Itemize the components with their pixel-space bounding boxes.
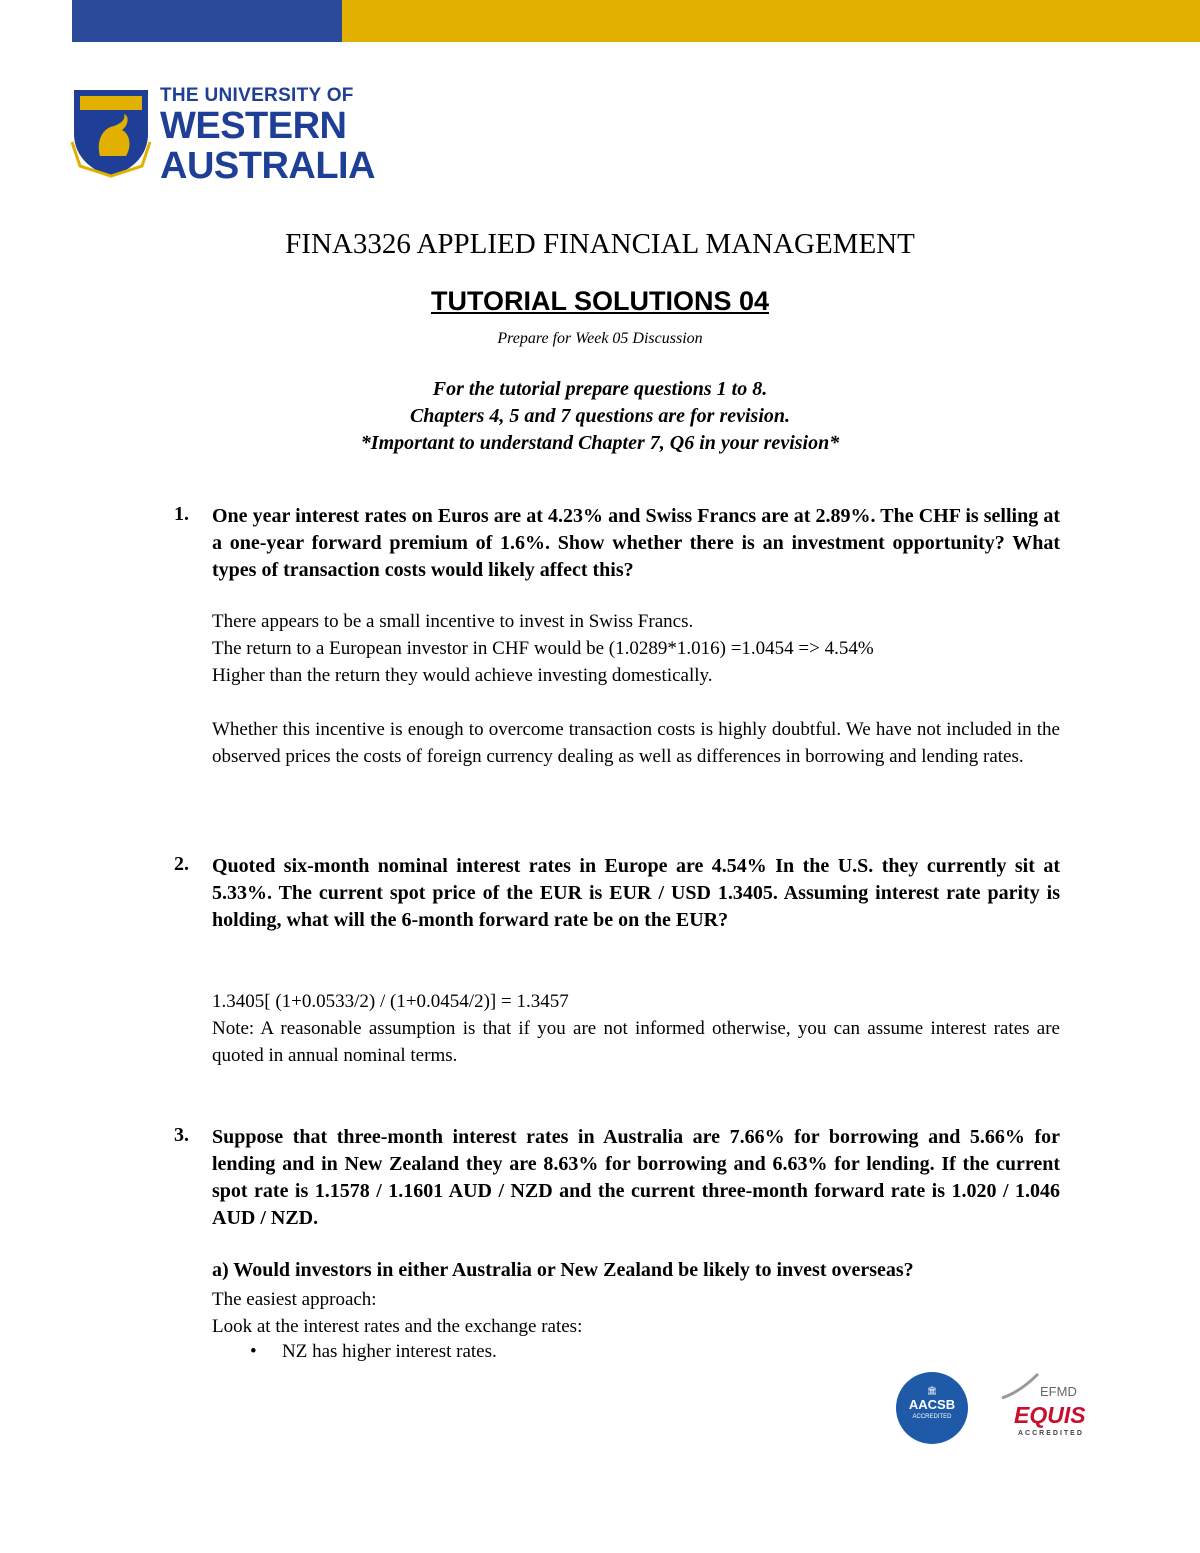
bullet-icon: •: [250, 1341, 257, 1362]
q3-number: 3.: [174, 1124, 189, 1146]
prepare-note: Prepare for Week 05 Discussion: [497, 330, 703, 347]
q2-question: Quoted six-month nominal interest rates in Europe are 4.54% In the U.S. they currently sit at 5.33%. The current spot price of the EUR is EUR / USD 1.3405. Assuming interest rate parity is holding, what will the 6-month forward rate be on the EUR?: [212, 855, 1060, 931]
q1-answer-line1: There appears to be a small incentive to invest in Swiss Francs.: [212, 611, 694, 632]
equis-label: EQUIS: [1014, 1402, 1086, 1428]
q1-answer-line2: The return to a European investor in CHF would be (1.0289*1.016) =1.0454 => 4.54%: [212, 638, 874, 659]
q3-bullet1: NZ has higher interest rates.: [282, 1341, 497, 1362]
q3-sub-a: a) Would investors in either Australia or New Zealand be likely to invest overseas?: [212, 1259, 914, 1281]
q1-question: One year interest rates on Euros are at 4.23% and Swiss Francs are at 2.89%. The CHF is selling at a one-year forward premium of 1.6%. Show whether there is an investment opportunity? What types of transaction costs would likely affect this?: [212, 505, 1060, 581]
instructions: [0, 376, 1200, 457]
aacsb-pillar-icon: 🏛: [926, 1386, 938, 1395]
q2-number: 2.: [174, 853, 189, 875]
header-bar-gold: [342, 0, 1200, 42]
instruction-line: *Important to understand Chapter 7, Q6 in your revision*: [360, 432, 840, 454]
q1-number: 1.: [174, 503, 189, 525]
university-crest-icon: [70, 86, 152, 178]
university-line1: THE UNIVERSITY OF: [160, 85, 354, 106]
university-name: [160, 86, 375, 185]
tutorial-title: [0, 286, 1200, 317]
efmd-swoosh-icon: [1000, 1372, 1040, 1402]
course-title: FINA3326 APPLIED FINANCIAL MANAGEMENT: [285, 228, 915, 260]
aacsb-logo: [896, 1372, 968, 1444]
q1-answer-line3: Higher than the return they would achieve investing domestically.: [212, 665, 713, 686]
q3-line2: Look at the interest rates and the exchange rates:: [212, 1316, 583, 1337]
q3-line1: The easiest approach:: [212, 1289, 377, 1310]
aacsb-sub: ACCREDITED: [912, 1414, 952, 1420]
aacsb-label: AACSB: [908, 1397, 956, 1412]
q1-answer-paragraph2: Whether this incentive is enough to overcome transaction costs is highly doubtful. We have not included in the observed prices the costs of foreign currency dealing as well as differences in borrowing and lending rates.: [212, 719, 1060, 767]
q2-answer-note: Note: A reasonable assumption is that if you are not informed otherwise, you can assume interest rates are quoted in annual nominal terms.: [212, 1018, 1060, 1066]
q3-question: Suppose that three-month interest rates in Australia are 7.66% for borrowing and 5.66% for lending and in New Zealand they are 8.63% for borrowing and 6.63% for lending. If the current spot rate is 1.1578 / 1.1601 AUD / NZD and the current three-month forward rate is 1.020 / 1.046 AUD / NZD.: [212, 1126, 1060, 1229]
university-line3: AUSTRALIA: [160, 145, 376, 187]
header-bar-blue: [72, 0, 342, 42]
q2-answer-line1: 1.3405[ (1+0.0533/2) / (1+0.0454/2)] = 1.3457: [212, 991, 569, 1012]
instruction-line: Chapters 4, 5 and 7 questions are for revision.: [409, 405, 791, 427]
university-line2: WESTERN: [160, 105, 347, 147]
efmd-label: EFMD: [1040, 1384, 1077, 1399]
instruction-line: For the tutorial prepare questions 1 to 8.: [432, 378, 768, 400]
tutorial-title-text: TUTORIAL SOLUTIONS 04: [430, 286, 770, 316]
equis-sub: ACCREDITED: [1018, 1430, 1084, 1437]
